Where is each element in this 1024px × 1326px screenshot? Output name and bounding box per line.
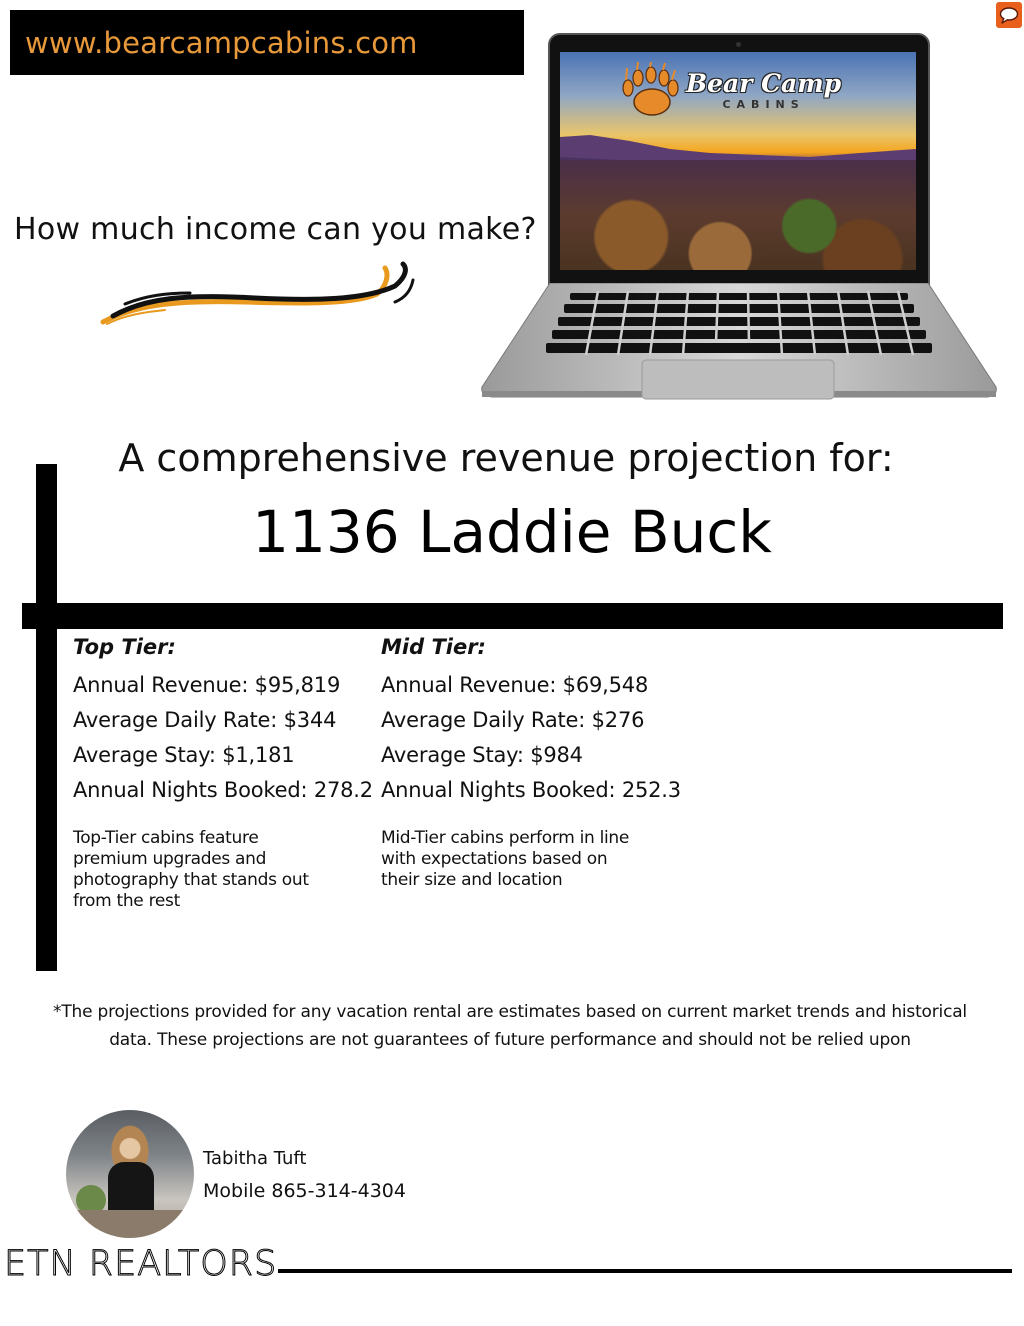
mid-tier-description: Mid-Tier cabins perform in line with expectations based on their size and location [381,828,630,890]
top-tier-average-stay: Average Stay: $1,181 [73,743,295,767]
camera-dot [736,42,741,47]
agent-name: Tabitha Tuft [203,1148,307,1169]
mid-tier-panel [381,632,681,891]
laptop-image [478,30,1000,402]
bear-paw-icon [620,62,680,118]
vertical-divider-bar [36,464,57,971]
agent-phone[interactable]: Mobile 865-314-4304 [203,1180,406,1202]
horizontal-divider-bar [22,603,1003,629]
website-banner[interactable] [10,10,524,75]
top-tier-average-daily-rate: Average Daily Rate: $344 [73,708,337,732]
brand-subtitle: CABINS [722,98,805,111]
mid-tier-heading: Mid Tier: [381,635,486,659]
income-headline: How much income can you make? [14,212,537,247]
laptop-screen [560,52,916,270]
mid-tier-annual-revenue: Annual Revenue: $69,548 [381,673,649,697]
mid-tier-annual-nights-booked: Annual Nights Booked: 252.3 [381,778,681,802]
swoosh-decoration [95,260,425,330]
top-tier-annual-nights-booked: Annual Nights Booked: 278.2 [73,778,373,802]
property-address: 1136 Laddie Buck [252,498,772,566]
projection-title: A comprehensive revenue projection for: [118,436,894,480]
footer-rule [278,1269,1012,1273]
top-tier-heading: Top Tier: [73,635,176,659]
top-tier-annual-revenue: Annual Revenue: $95,819 [73,673,341,697]
top-tier-description: Top-Tier cabins feature premium upgrades and photography that stands out from the rest [73,828,309,911]
brand-text [686,69,841,111]
website-url[interactable]: www.bearcampcabins.com [25,25,418,60]
mid-tier-average-daily-rate: Average Daily Rate: $276 [381,708,645,732]
laptop-lid [548,33,930,287]
top-tier-panel [73,632,373,912]
mid-tier-average-stay: Average Stay: $984 [381,743,583,767]
chat-button[interactable] [996,2,1022,28]
brokerage-logo: ETN REALTORS [4,1244,278,1284]
disclaimer-text: *The projections provided for any vacation rental are estimates based on current market trends and historical data. These projections are not guarantees of future performance and should not be relied upon [53,1002,967,1050]
forest-scene [560,160,916,270]
avatar-counter [66,1210,194,1238]
speech-bubble-icon [999,6,1019,24]
agent-avatar [66,1110,194,1238]
laptop-keyboard-base [478,283,1000,401]
bear-camp-logo [620,62,841,118]
brand-script: Bear Camp [686,69,842,98]
